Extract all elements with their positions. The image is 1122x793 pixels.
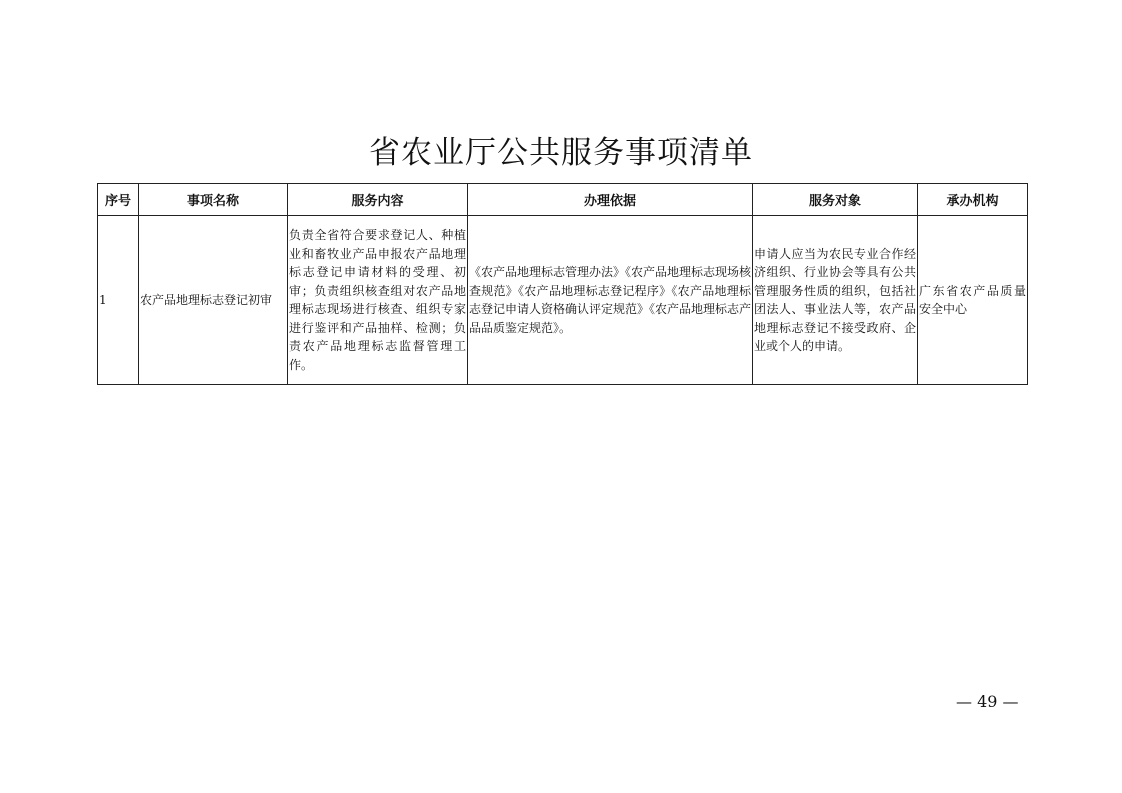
cell-item-name: 农产品地理标志登记初审 — [139, 216, 288, 385]
cell-service-content: 负责全省符合要求登记人、种植业和畜牧业产品申报农产品地理标志登记申请材料的受理、初审；负责组织核查组对农产品地理标志现场进行核查、组织专家进行鉴评和产品抽样、检测；负责农产品地理标志监督管理工作。 — [288, 216, 468, 385]
page-number: — 49 — — [956, 692, 1019, 711]
cell-service-target: 申请人应当为农民专业合作经济组织、行业协会等具有公共管理服务性质的组织，包括社团法人、事业法人等，农产品地理标志登记不接受政府、企业或个人的申请。 — [753, 216, 918, 385]
header-seq: 序号 — [98, 184, 139, 216]
header-service-target: 服务对象 — [753, 184, 918, 216]
header-basis: 办理依据 — [468, 184, 753, 216]
header-service-content: 服务内容 — [288, 184, 468, 216]
service-list-table — [97, 183, 1028, 385]
cell-seq: 1 — [98, 216, 139, 385]
cell-basis: 《农产品地理标志管理办法》《农产品地理标志现场核查规范》《农产品地理标志登记程序》《农产品地理标志登记申请人资格确认评定规范》《农产品地理标志产品品质鉴定规范》。 — [468, 216, 753, 385]
page-title: 省农业厅公共服务事项清单 — [369, 135, 753, 171]
header-item-name: 事项名称 — [139, 184, 288, 216]
header-agency: 承办机构 — [918, 184, 1028, 216]
table-header-row — [98, 184, 1028, 216]
cell-agency: 广东省农产品质量安全中心 — [918, 216, 1028, 385]
table-row — [98, 216, 1028, 385]
